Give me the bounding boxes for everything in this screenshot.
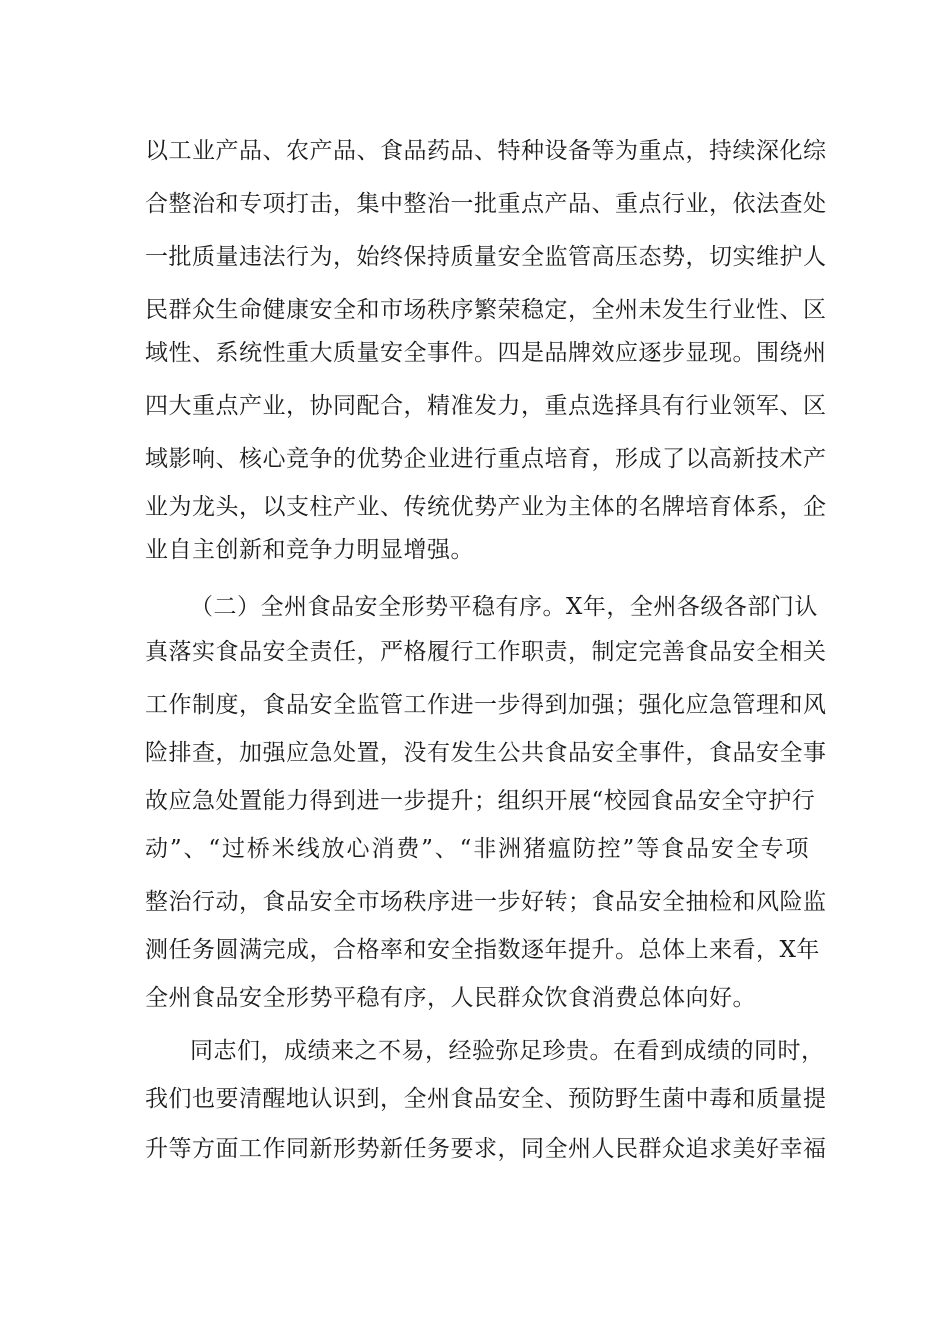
text-line: 业自主创新和竞争力明显增强。 [145,537,474,563]
text-line: 真落实食品安全责任，严格履行工作职责，制定完善食品安全相关 [145,639,827,665]
text-line: 同志们，成绩来之不易，经验弥足珍贵。在看到成绩的同时， [190,1038,825,1064]
text-line: 域影响、核心竞争的优势企业进行重点培育，形成了以高新技术产 [145,446,827,472]
text-line: 我们也要清醒地认识到，全州食品安全、预防野生菌中毒和质量提 [145,1086,827,1112]
text-line: 动”、“过桥米线放心消费”、“非洲猪瘟防控”等食品安全专项 [145,836,809,862]
text-line: 以工业产品、农产品、食品药品、特种设备等为重点，持续深化综 [145,138,827,164]
text-line: 合整治和专项打击，集中整治一批重点产品、重点行业，依法查处 [145,191,827,217]
text-line: 故应急处置能力得到进一步提升；组织开展“校园食品安全守护行 [145,788,816,814]
text-line: 四大重点产业，协同配合，精准发力，重点选择具有行业领军、区 [145,393,827,419]
text-line: 域性、系统性重大质量安全事件。四是品牌效应逐步显现。围绕州 [145,340,827,366]
text-line: 工作制度，食品安全监管工作进一步得到加强；强化应急管理和风 [145,692,827,718]
text-line: 民群众生命健康安全和市场秩序繁荣稳定，全州未发生行业性、区 [145,297,827,323]
text-line: 全州食品安全形势平稳有序，人民群众饮食消费总体向好。 [145,985,756,1011]
text-line: 升等方面工作同新形势新任务要求，同全州人民群众追求美好幸福 [145,1136,827,1162]
text-line: 整治行动，食品安全市场秩序进一步好转；食品安全抽检和风险监 [145,889,827,915]
text-line: 一批质量违法行为，始终保持质量安全监管高压态势，切实维护人 [145,244,827,270]
text-line: 险排查，加强应急处置，没有发生公共食品安全事件，食品安全事 [145,740,827,766]
text-line: 业为龙头，以支柱产业、传统优势产业为主体的名牌培育体系，企 [145,494,827,520]
text-line: （二）全州食品安全形势平稳有序。X年，全州各级各部门认 [190,594,818,620]
text-line: 测任务圆满完成，合格率和安全指数逐年提升。总体上来看，X年 [145,937,820,963]
